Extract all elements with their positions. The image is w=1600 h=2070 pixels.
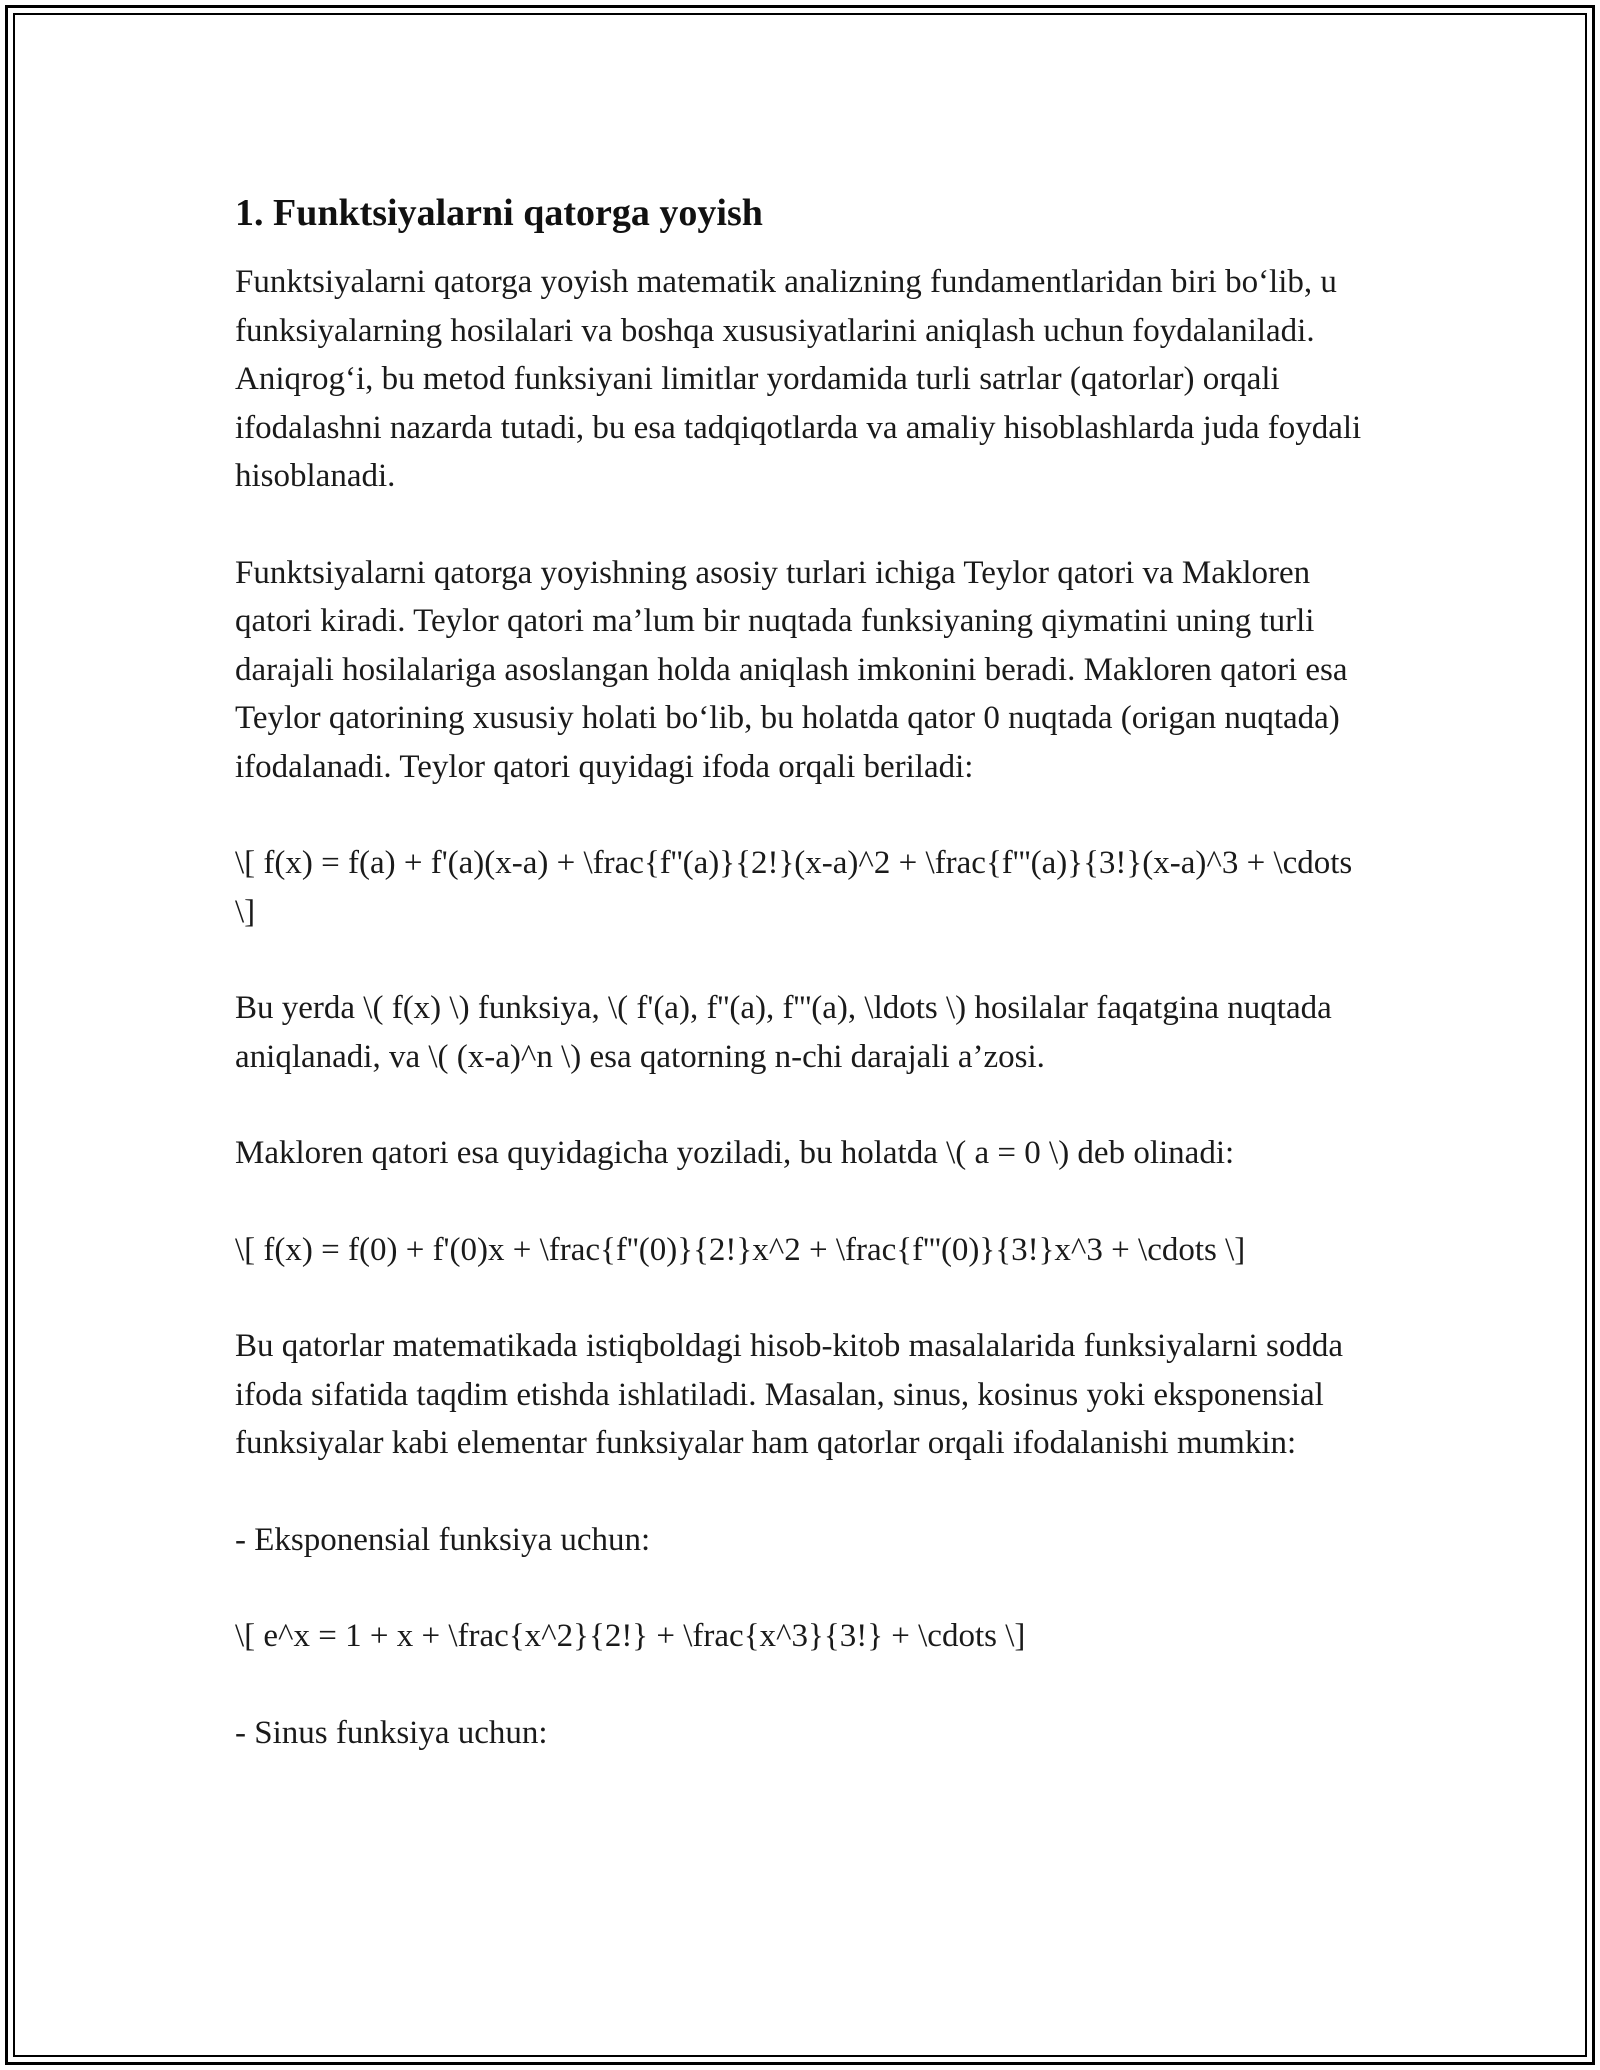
paragraph-series-types: Funktsiyalarni qatorga yoyishning asosiy turlari ichiga Teylor qatori va Makloren qatori kiradi. Teylor qatori ma’lum bir nuqtada funksiyaning qiymatini uning turli darajali hosilalariga asoslangan holda aniqlash imkonini beradi. Makloren qatori esa Teylor qatorining xususiy holati bo‘lib, bu holatda qator 0 nuqtada (origan nuqtada) ifodalanadi. Teylor qatori quyidagi ifoda orqali beriladi: — [235, 554, 1348, 785]
paragraph-maclaurin-intro: Makloren qatori esa quyidagicha yoziladi, bu holatda \( a = 0 \) deb olinadi: — [235, 1135, 1235, 1171]
document-body — [235, 182, 1370, 1805]
paragraph-applications: Bu qatorlar matematikada istiqboldagi hisob-kitob masalalarida funksiyalarni sodda ifoda sifatida taqdim etishda ishlatiladi. Masalan, sinus, kosinus yoki eksponensial funksiyalar kabi elementar funksiyalar ham qatorlar orqali ifodalanishi mumkin: — [235, 1328, 1343, 1461]
formula-maclaurin: \[ f(x) = f(0) + f'(0)x + \frac{f''(0)}{2!}x^2 + \frac{f'''(0)}{3!}x^3 + \cdots \] — [235, 1231, 1246, 1268]
paragraph-intro: Funktsiyalarni qatorga yoyish matematik analizning fundamentlaridan biri bo‘lib, u funksiyalarning hosilalari va boshqa xususiyatlarini aniqlash uchun foydalaniladi. Aniqrog‘i, bu metod funksiyani limitlar yordamida turli satrlar (qatorlar) orqali ifodalashni nazarda tutadi, bu esa tadqiqotlarda va amaliy hisoblashlarda juda foydali hisoblanadi. — [235, 264, 1362, 494]
formula-exponential: \[ e^x = 1 + x + \frac{x^2}{2!} + \frac{x^3}{3!} + \cdots \] — [235, 1618, 1026, 1654]
list-item-sine: - Sinus funksiya uchun: — [235, 1714, 548, 1751]
paragraph-taylor-explanation: Bu yerda \( f(x) \) funksiya, \( f'(a), f''(a), f'''(a), \ldots \) hosilalar faqatgina nuqtada aniqlanadi, va \( (x-a)^n \) esa qatorning n-chi darajali a’zosi. — [235, 990, 1332, 1075]
list-item-exponential: - Eksponensial funksiya uchun: — [235, 1521, 651, 1558]
section-heading: 1. Funktsiyalarni qatorga yoyish — [235, 192, 763, 234]
formula-taylor: \[ f(x) = f(a) + f'(a)(x-a) + \frac{f''(a)}{2!}(x-a)^2 + \frac{f'''(a)}{3!}(x-a)^3 + \cdots \] — [235, 845, 1353, 930]
